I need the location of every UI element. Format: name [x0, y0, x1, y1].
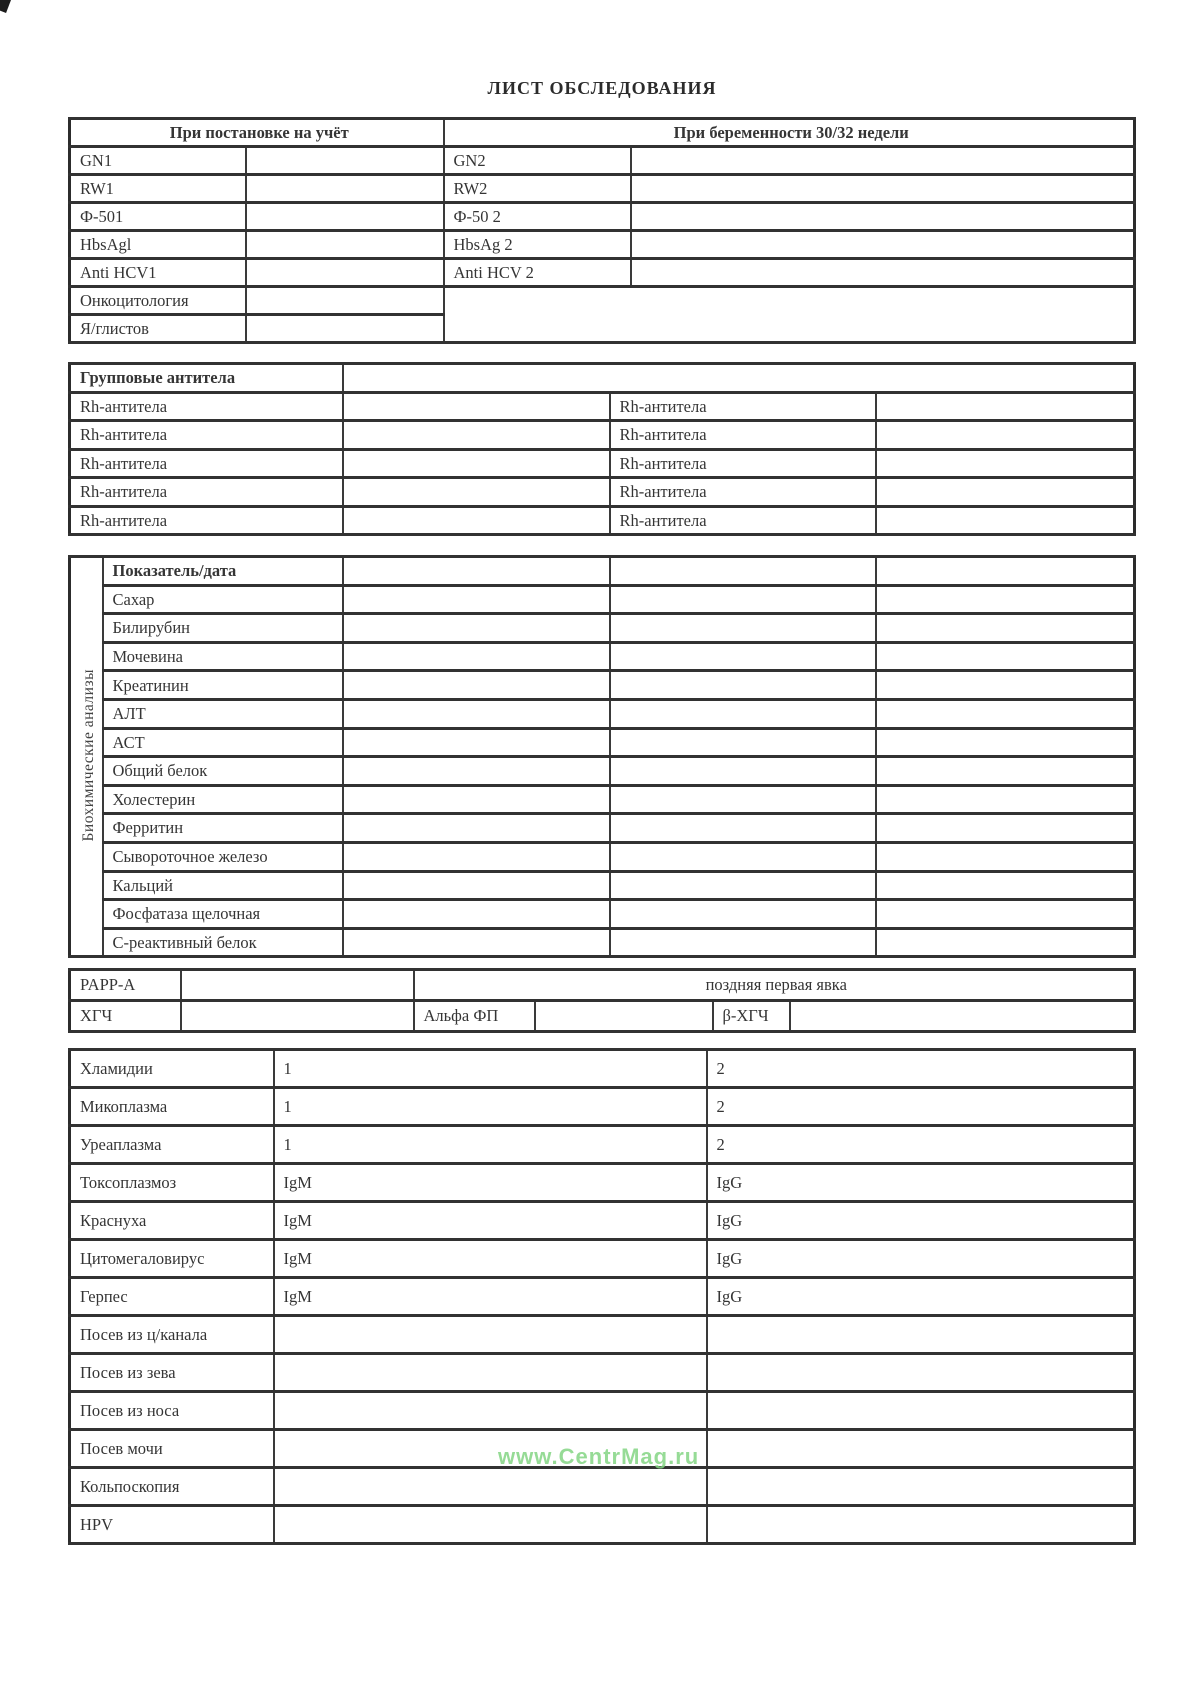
value-cell — [181, 1001, 414, 1032]
value-cell — [181, 970, 414, 1001]
value-cell — [274, 1430, 707, 1468]
value-cell — [876, 900, 1135, 929]
value-cell: 2 — [707, 1126, 1135, 1164]
value-cell — [876, 392, 1135, 421]
section-header: Групповые антитела — [70, 364, 343, 393]
value-cell — [535, 1001, 713, 1032]
value-cell — [274, 1354, 707, 1392]
value-cell — [610, 757, 876, 786]
value-cell — [343, 506, 610, 535]
value-cell — [610, 871, 876, 900]
row-label: Rh-антитела — [70, 449, 343, 478]
row-label: Показатель/дата — [103, 557, 343, 586]
empty-region — [444, 287, 1135, 343]
row-label: Цитомегаловирус — [70, 1240, 274, 1278]
value-cell — [610, 728, 876, 757]
value-cell — [610, 928, 876, 957]
value-cell — [343, 478, 610, 507]
value-cell — [343, 785, 610, 814]
value-cell — [246, 315, 444, 343]
value-cell — [343, 421, 610, 450]
value-cell — [343, 842, 610, 871]
value-cell: IgG — [707, 1240, 1135, 1278]
row-label: HPV — [70, 1506, 274, 1544]
value-cell — [707, 1468, 1135, 1506]
row-label: Холестерин — [103, 785, 343, 814]
value-cell — [610, 900, 876, 929]
row-label: Билирубин — [103, 614, 343, 643]
row-label: Токсоплазмоз — [70, 1164, 274, 1202]
row-label: Сывороточное железо — [103, 842, 343, 871]
value-cell — [610, 642, 876, 671]
value-cell — [876, 421, 1135, 450]
row-label: Rh-антитела — [70, 421, 343, 450]
row-label: Rh-антитела — [610, 421, 876, 450]
value-cell — [707, 1316, 1135, 1354]
row-label: Я/глистов — [70, 315, 246, 343]
scan-artifact — [0, 0, 11, 13]
value-cell — [876, 871, 1135, 900]
vertical-section-label: Биохимические анализы — [79, 668, 97, 842]
value-cell — [343, 585, 610, 614]
row-label: Anti HCV 2 — [444, 259, 631, 287]
value-cell — [610, 585, 876, 614]
row-label: Anti HCV1 — [70, 259, 246, 287]
row-label: GN1 — [70, 147, 246, 175]
row-label: Уреаплазма — [70, 1126, 274, 1164]
row-label: β-ХГЧ — [713, 1001, 790, 1032]
value-cell — [876, 614, 1135, 643]
row-label: Кальций — [103, 871, 343, 900]
value-cell — [343, 928, 610, 957]
value-cell — [707, 1354, 1135, 1392]
value-cell — [876, 728, 1135, 757]
row-label: Rh-антитела — [70, 506, 343, 535]
value-cell — [876, 449, 1135, 478]
row-label: Ферритин — [103, 814, 343, 843]
column-header-registration: При постановке на учёт — [70, 119, 444, 147]
value-cell — [876, 585, 1135, 614]
value-cell — [343, 814, 610, 843]
value-cell — [876, 699, 1135, 728]
value-cell — [246, 287, 444, 315]
value-cell — [343, 757, 610, 786]
value-cell — [631, 175, 1135, 203]
row-label: Общий белок — [103, 757, 343, 786]
value-cell — [274, 1468, 707, 1506]
row-label: Альфа ФП — [414, 1001, 535, 1032]
value-cell: IgG — [707, 1164, 1135, 1202]
value-cell — [343, 900, 610, 929]
value-cell — [246, 175, 444, 203]
value-cell — [610, 842, 876, 871]
value-cell: IgM — [274, 1164, 707, 1202]
value-cell — [631, 231, 1135, 259]
vertical-section-label-cell — [70, 557, 103, 957]
value-cell — [343, 671, 610, 700]
row-label: Посев мочи — [70, 1430, 274, 1468]
late-visit-note: поздняя первая явка — [414, 970, 1135, 1001]
value-cell — [876, 557, 1135, 586]
row-label: RW2 — [444, 175, 631, 203]
row-label: Rh-антитела — [610, 506, 876, 535]
row-label: Фосфатаза щелочная — [103, 900, 343, 929]
value-cell: 2 — [707, 1088, 1135, 1126]
value-cell — [790, 1001, 1135, 1032]
row-label: Посев из носа — [70, 1392, 274, 1430]
row-label: АСТ — [103, 728, 343, 757]
value-cell: IgG — [707, 1278, 1135, 1316]
row-label: Хламидии — [70, 1050, 274, 1088]
row-label: ХГЧ — [70, 1001, 181, 1032]
value-cell — [274, 1392, 707, 1430]
row-label: АЛТ — [103, 699, 343, 728]
value-cell: IgM — [274, 1240, 707, 1278]
row-label: Rh-антитела — [610, 478, 876, 507]
value-cell — [343, 614, 610, 643]
value-cell — [274, 1316, 707, 1354]
value-cell — [274, 1506, 707, 1544]
value-cell — [610, 557, 876, 586]
value-cell — [631, 147, 1135, 175]
registration-table — [68, 117, 1136, 344]
row-label: Мочевина — [103, 642, 343, 671]
value-cell: IgM — [274, 1278, 707, 1316]
row-label: Кольпоскопия — [70, 1468, 274, 1506]
value-cell: 2 — [707, 1050, 1135, 1088]
value-cell — [343, 728, 610, 757]
row-label: HbsAg 2 — [444, 231, 631, 259]
row-label: RW1 — [70, 175, 246, 203]
page-title: ЛИСТ ОБСЛЕДОВАНИЯ — [487, 78, 717, 98]
value-cell — [876, 478, 1135, 507]
value-cell — [876, 506, 1135, 535]
value-cell — [876, 928, 1135, 957]
value-cell — [631, 203, 1135, 231]
value-cell: 1 — [274, 1050, 707, 1088]
row-label: Ф-501 — [70, 203, 246, 231]
row-label: Rh-антитела — [70, 392, 343, 421]
value-cell — [343, 699, 610, 728]
row-label: Онкоцитология — [70, 287, 246, 315]
row-label: Микоплазма — [70, 1088, 274, 1126]
value-cell — [610, 699, 876, 728]
infections-table — [68, 1048, 1136, 1545]
markers-table — [68, 968, 1136, 1033]
value-cell — [707, 1392, 1135, 1430]
value-cell — [610, 671, 876, 700]
value-cell — [343, 449, 610, 478]
value-cell — [343, 392, 610, 421]
value-cell: 1 — [274, 1126, 707, 1164]
value-cell — [707, 1506, 1135, 1544]
row-label: Rh-антитела — [610, 392, 876, 421]
row-label: HbsAgl — [70, 231, 246, 259]
row-label: Посев из ц/канала — [70, 1316, 274, 1354]
row-label: Сахар — [103, 585, 343, 614]
value-cell: IgM — [274, 1202, 707, 1240]
row-label: Rh-антитела — [70, 478, 343, 507]
value-cell — [343, 871, 610, 900]
value-cell — [707, 1430, 1135, 1468]
value-cell — [876, 757, 1135, 786]
biochem-table — [68, 555, 1136, 958]
row-label: С-реактивный белок — [103, 928, 343, 957]
value-cell — [610, 785, 876, 814]
antibodies-table — [68, 362, 1136, 536]
column-header-pregnancy: При беременности 30/32 недели — [444, 119, 1135, 147]
row-label: Герпес — [70, 1278, 274, 1316]
value-cell — [343, 642, 610, 671]
watermark: www.CentrMag.ru — [498, 1444, 700, 1469]
value-cell — [610, 614, 876, 643]
value-cell — [343, 364, 1135, 393]
row-label: Rh-антитела — [610, 449, 876, 478]
value-cell — [246, 203, 444, 231]
value-cell: IgG — [707, 1202, 1135, 1240]
value-cell — [610, 814, 876, 843]
value-cell — [343, 557, 610, 586]
row-label: Креатинин — [103, 671, 343, 700]
value-cell — [876, 842, 1135, 871]
row-label: Краснуха — [70, 1202, 274, 1240]
value-cell — [876, 785, 1135, 814]
value-cell — [876, 642, 1135, 671]
value-cell — [246, 231, 444, 259]
value-cell — [876, 814, 1135, 843]
value-cell — [876, 671, 1135, 700]
value-cell: 1 — [274, 1088, 707, 1126]
row-label: GN2 — [444, 147, 631, 175]
value-cell — [246, 147, 444, 175]
value-cell — [246, 259, 444, 287]
row-label: Ф-50 2 — [444, 203, 631, 231]
value-cell — [631, 259, 1135, 287]
row-label: PAPP-A — [70, 970, 181, 1001]
row-label: Посев из зева — [70, 1354, 274, 1392]
